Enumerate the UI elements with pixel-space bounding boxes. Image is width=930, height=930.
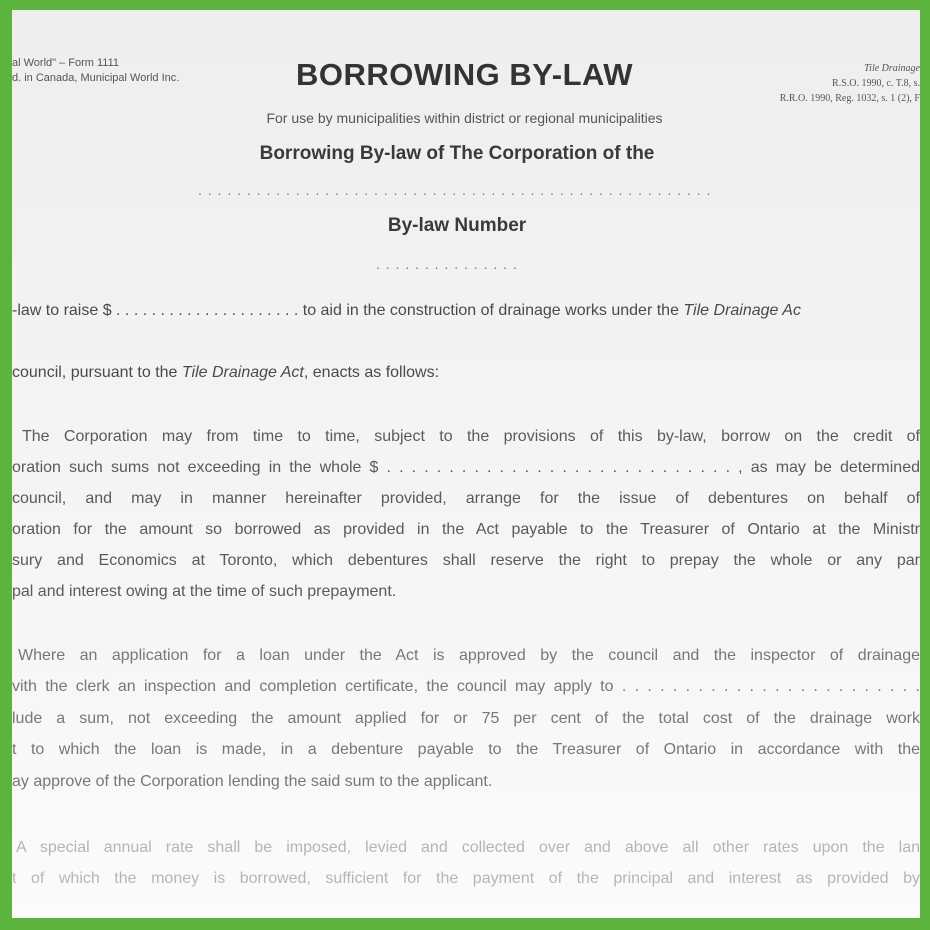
para1-line: pal and interest owing at the time of such prepayment. [12,583,397,600]
para2-line: t to which the loan is made, in a debenture payable to the Treasurer of Ontario in accordance with the [12,741,920,758]
corporation-heading: Borrowing By-law of The Corporation of the [259,143,655,164]
para2-line: Where an application for a loan under the Act is approved by the council and the inspector of drainage [18,647,920,664]
act-name: Tile Drainage Act [181,364,304,381]
para1-line: sury and Economics at Toronto, which debentures shall reserve the right to prepay the whole or any par [12,552,920,569]
para2-line: lude a sum, not exceeding the amount applied for or 75 per cent of the total cost of the drainage work [12,710,920,727]
page-title: BORROWING BY-LAW [296,57,633,92]
intro-line-text: -law to raise $ . . . . . . . . . . . . . . . . . . . . . to aid in the construction of drainage works under the [12,302,684,319]
bylaw-number-label: By-law Number [387,215,527,236]
intro-line [12,302,801,320]
act-name: Tile Drainage Ac [683,302,801,319]
para1-line: oration such sums not exceeding in the whole $ . . . . . . . . . . . . . . . . . . . . . . . . . . . . , as may be determined [12,459,920,476]
form-page [12,10,920,918]
corporation-name-blank[interactable]: . . . . . . . . . . . . . . . . . . . . . . . . . . . . . . . . . . . . . . . . . . . . . . . . . . . . . [198,182,712,198]
statute-name: Tile Drainage [864,63,920,74]
para2-line: vith the clerk an inspection and completion certificate, the council may apply to . . . . . . . . . . . . . . . . . . . . . . . . [12,678,920,695]
statute-citation: R.S.O. 1990, c. T.8, s. [832,78,920,89]
enacts-line-post: , enacts as follows: [303,364,440,381]
para1-line: The Corporation may from time to time, subject to the provisions of this by-law, borrow on the credit of [22,428,920,445]
para1-line: council, and may in manner hereinafter provided, arrange for the issue of debentures on behalf of [12,490,920,507]
form-subtitle: For use by municipalities within district or regional municipalities [266,110,663,126]
publisher-line: d. in Canada, Municipal World Inc. [12,72,180,84]
bylaw-number-blank[interactable]: . . . . . . . . . . . . . . . [376,256,518,272]
para3-line: t of which the money is borrowed, sufficient for the payment of the principal and interest as provided by [12,870,920,887]
form-number: al World" – Form 1111 [12,57,120,69]
enacts-line [12,364,439,382]
para1-line: oration for the amount so borrowed as provided in the Act payable to the Treasurer of Ontario at the Ministr [12,521,920,538]
regulation-citation: R.R.O. 1990, Reg. 1032, s. 1 (2), F [779,93,920,104]
enacts-line-pre: council, pursuant to the [12,364,182,381]
para3-line: A special annual rate shall be imposed, levied and collected over and above all other rates upon the lan [16,839,920,856]
para2-line: ay approve of the Corporation lending the said sum to the applicant. [12,773,493,790]
